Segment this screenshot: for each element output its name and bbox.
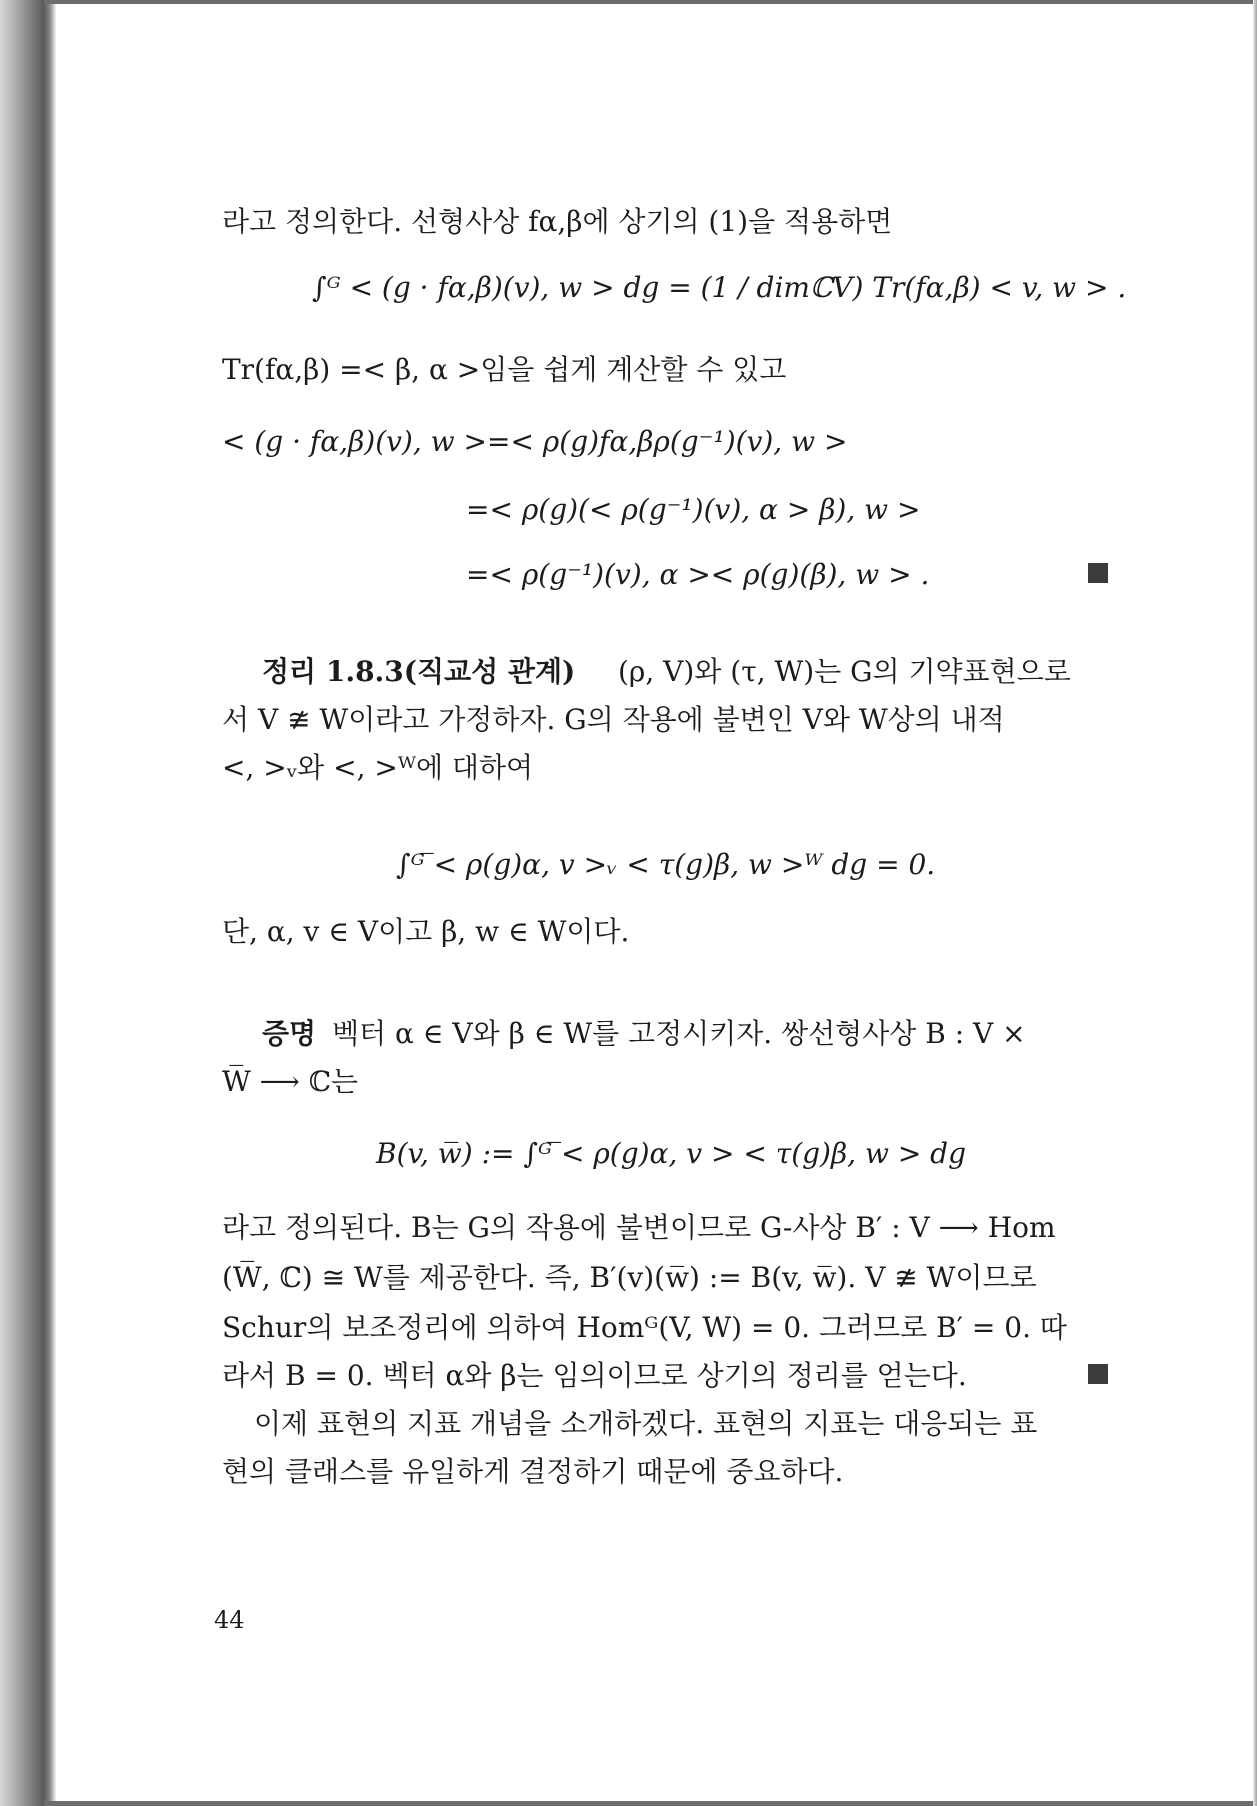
qed-square-1 [1088,563,1108,583]
text-line-2: Tr(fα,β) =< β, α >임을 쉽게 계산할 수 있고 [222,353,787,386]
text-line-1: 라고 정의한다. 선형사상 fα,β에 상기의 (1)을 적용하면 [222,205,893,238]
proof-line-6: 라서 B = 0. 벡터 α와 β는 임의이므로 상기의 정리를 얻는다. [222,1359,967,1392]
qed-square-2 [1088,1364,1108,1384]
page-shadow-left [0,0,56,1806]
proof-heading: 증명 [262,1017,317,1050]
proof-line-3: 라고 정의된다. B는 G의 작용에 불변이므로 G-사상 B′ : V ⟶ Hom [222,1211,1056,1244]
theorem-heading: 정리 1.8.3(직교성 관계) [262,655,576,688]
theorem-line-3: <, >ᵥ와 <, >ᵂ에 대하여 [222,751,534,784]
text-line-7: 이제 표현의 지표 개념을 소개하겠다. 표현의 지표는 대응되는 표 [254,1407,1038,1440]
page-edge-bottom [44,1801,1257,1806]
page-edge-right [1253,0,1257,1806]
equation-4: B(v, w̅) := ∫ᴳ ̅< ρ(g)α, v > < τ(g)β, w > dg [376,1137,967,1170]
equation-2c: =< ρ(g⁻¹)(v), α >< ρ(g)(β), w > . [466,558,930,591]
theorem-line-4: 단, α, v ∈ V이고 β, w ∈ W이다. [222,915,630,948]
proof-line-5: Schur의 보조정리에 의하여 Homᴳ(V, W) = 0. 그러므로 B′ = 0. 따 [222,1311,1067,1344]
equation-1: ∫ᴳ < (g · fα,β)(v), w > dg = (1 / dimℂV) Tr(fα,β) < v, w > . [312,271,1127,304]
proof-line-4: (W̅, ℂ) ≅ W를 제공한다. 즉, B′(v)(w̅) := B(v, w̅). V ≇ W이므로 [222,1261,1037,1294]
equation-3: ∫ᴳ ̅< ρ(g)α, v >ᵥ < τ(g)β, w >ᵂ dg = 0. [396,848,936,881]
text-line-8: 현의 클래스를 유일하게 결정하기 때문에 중요하다. [222,1455,844,1488]
equation-2a: < (g · fα,β)(v), w >=< ρ(g)fα,βρ(g⁻¹)(v), w > [222,425,848,458]
book-page [56,4,1253,1801]
page-number: 44 [214,1606,245,1634]
theorem-line-1: (ρ, V)와 (τ, W)는 G의 기약표현으로 [618,655,1071,688]
theorem-line-2: 서 V ≇ W이라고 가정하자. G의 작용에 불변인 V와 W상의 내적 [222,703,1005,736]
equation-2b: =< ρ(g)(< ρ(g⁻¹)(v), α > β), w > [466,493,921,526]
proof-line-1: 벡터 α ∈ V와 β ∈ W를 고정시키자. 쌍선형사상 B : V × [332,1017,1026,1050]
proof-line-2: W̅ ⟶ ℂ는 [222,1065,359,1098]
